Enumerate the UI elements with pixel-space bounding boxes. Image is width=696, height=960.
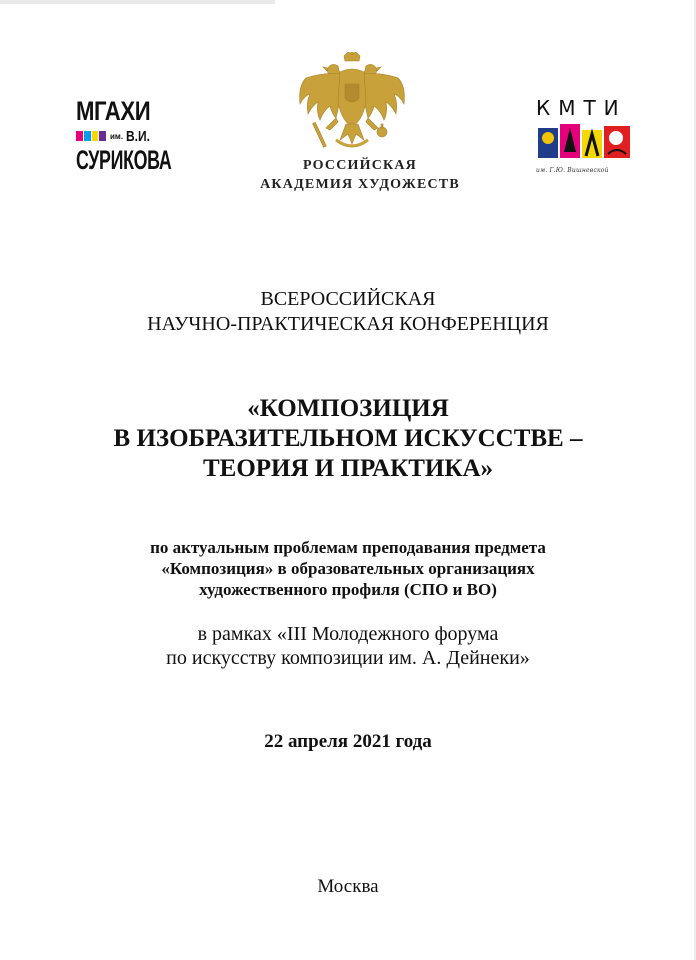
conference-line1: ВСЕРОССИЙСКАЯ [260,288,436,310]
conference-title [0,394,696,484]
mgahi-logo-im: им. [110,131,124,141]
logo-color-square [84,131,91,141]
academy-name-line1: РОССИЙСКАЯ [302,158,417,173]
kmti-logo-letters: КМТИ [536,96,627,120]
title-line3: ТЕОРИЯ И ПРАКТИКА» [202,455,493,482]
mgahi-logo-middle [76,127,156,145]
forum-description [0,622,696,670]
conference-line2: НАУЧНО-ПРАКТИЧЕСКАЯ КОНФЕРЕНЦИЯ [147,313,549,335]
kmti-logo [536,96,634,174]
mgahi-logo-name: СУРИКОВА [76,145,172,175]
conference-heading [0,287,696,337]
academy-name-line2: АКАДЕМИЯ ХУДОЖЕСТВ [260,177,460,192]
logo-color-square [99,131,106,141]
title-line2: В ИЗОБРАЗИТЕЛЬНОМ ИСКУССТВЕ – [113,425,583,452]
conference-date: 22 апреля 2021 года [264,731,432,752]
subtitle-line3: художественного профиля (СПО и ВО) [199,580,497,599]
kmti-logo-subtitle: им. Г.Ю. Вишневской [536,167,609,174]
kmti-logo-art [536,122,632,160]
mgahi-logo-title: МГАХИ [76,96,151,126]
top-edge-line [0,0,275,4]
double-headed-eagle-icon [296,52,408,152]
forum-line2: по искусству композиции им. А. Дейнеки» [166,647,530,669]
subtitle-line2: «Композиция» в образовательных организациях [161,559,535,578]
logo-color-square [92,131,99,141]
subtitle-line1: по актуальным проблемам преподавания предмета [150,538,546,557]
mgahi-logo-initials: В.И. [126,127,151,145]
conference-city: Москва [317,876,379,897]
forum-line1: в рамках «III Молодежного форума [197,623,499,645]
logo-color-square [76,131,83,141]
conference-subtitle [0,537,696,600]
title-line1: «КОМПОЗИЦИЯ [247,395,449,422]
